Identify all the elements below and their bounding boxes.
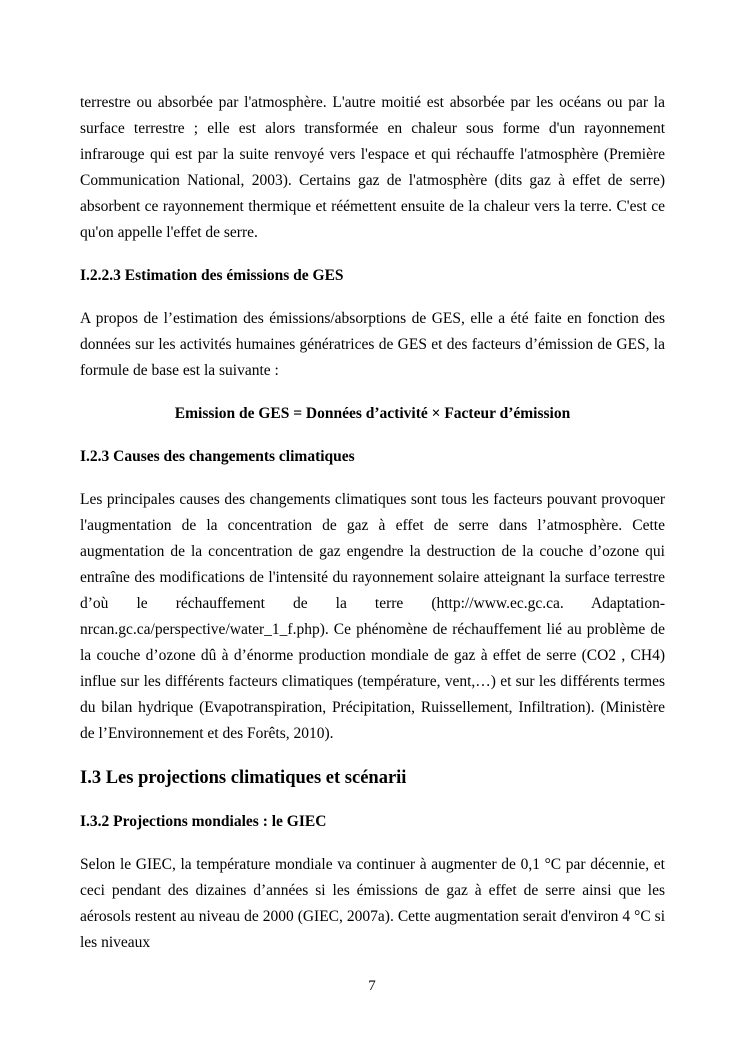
heading-projections-climatiques: I.3 Les projections climatiques et scénarii <box>80 768 407 788</box>
paragraph-estimation-ges: A propos de l’estimation des émissions/absorptions de GES, elle a été faite en fonction des données sur les activités humaines génératrices de GES et des facteurs d’émission de GES, la formule de base est la suivante : <box>80 310 665 379</box>
heading-projections-mondiales-giec: I.3.2 Projections mondiales : le GIEC <box>80 813 327 830</box>
paragraph-projections-giec: Selon le GIEC, la température mondiale va continuer à augmenter de 0,1 °C par décennie, et ceci pendant des dizaines d’années si les émissions de gaz à effet de serre ainsi que les aérosols restent au niveau de 2000 (GIEC, 2007a). Cette augmentation serait d'environ 4 °C si les niveaux <box>80 856 665 951</box>
heading-estimation-emissions-ges: I.2.2.3 Estimation des émissions de GES <box>80 267 344 284</box>
formula-emission-ges: Emission de GES = Données d’activité × Facteur d’émission <box>174 405 571 422</box>
heading-causes-changements-climatiques: I.2.3 Causes des changements climatiques <box>80 448 355 465</box>
paragraph-causes-changements-climatiques: Les principales causes des changements climatiques sont tous les facteurs pouvant provoquer l'augmentation de la concentration de gaz à effet de serre dans l’atmosphère. Cette augmentation de la concentration de gaz engendre la destruction de la couche d’ozone qui entraîne des modifications de l'intensité du rayonnement solaire atteignant la surface terrestre d’où le réchauffement de la terre (http://www.ec.gc.ca. Adaptation-nrcan.gc.ca/perspective/water_1_f.php). Ce phénomène de réchauffement lié au problème de la couche d’ozone dû à d’énorme production mondiale de gaz à effet de serre (CO2 , CH4) influe sur les différents facteurs climatiques (température, vent,…) et sur les différents termes du bilan hydrique (Evapotranspiration, Précipitation, Ruissellement, Infiltration). (Ministère de l’Environnement et des Forêts, 2010). <box>80 491 665 742</box>
paragraph-effet-de-serre: terrestre ou absorbée par l'atmosphère. L'autre moitié est absorbée par les océans ou par la surface terrestre ; elle est alors transformée en chaleur sous forme d'un rayonnement infrarouge qui est par la suite renvoyé vers l'espace et qui réchauffe l'atmosphère (Première Communication National, 2003). Certains gaz de l'atmosphère (dits gaz à effet de serre) absorbent ce rayonnement thermique et réémettent ensuite de la chaleur vers la terre. C'est ce qu'on appelle l'effet de serre. <box>80 94 665 241</box>
page-number: 7 <box>368 978 376 994</box>
